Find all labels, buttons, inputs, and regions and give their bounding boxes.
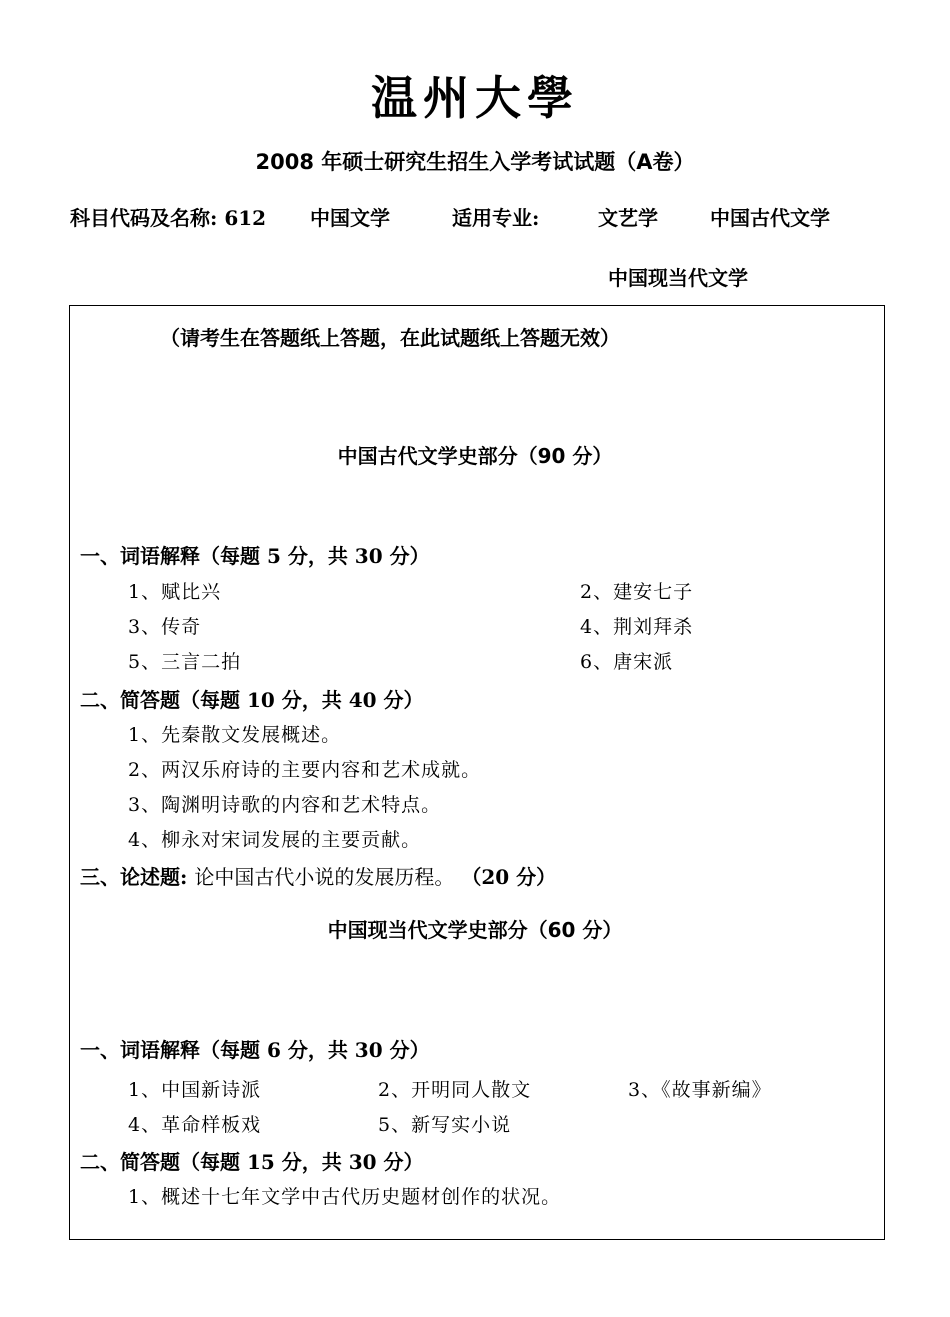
part2-q1-item: 5、新写实小说 (378, 1114, 512, 1136)
part2-q1-item: 2、开明同人散文 (378, 1079, 532, 1101)
part1-title: 中国古代文学史部分（90 分） (337, 444, 613, 468)
part1-q1-item: 5、三言二拍 (128, 651, 242, 673)
part2-q1-title: 一、词语解释（每题 6 分，共 30 分） (80, 1038, 430, 1062)
part1-q1-item: 3、传奇 (128, 616, 202, 638)
part1-q1-title: 一、词语解释（每题 5 分，共 30 分） (80, 544, 430, 568)
part2-q1-item: 3、《故事新编》 (628, 1079, 772, 1101)
part1-q3-label: 三、论述题: (80, 865, 188, 889)
major-modern-literature: 中国现当代文学 (608, 266, 748, 290)
part2-q2-title: 二、简答题（每题 15 分，共 30 分） (80, 1150, 424, 1174)
part1-q1-item: 6、唐宋派 (580, 651, 674, 673)
part1-q2-item: 3、陶渊明诗歌的内容和艺术特点。 (128, 794, 442, 816)
part1-q2-title: 二、简答题（每题 10 分，共 40 分） (80, 688, 424, 712)
major-label: 适用专业: (452, 206, 540, 230)
university-logo-text: 温州大學 (371, 71, 579, 125)
part1-q2-item: 1、先秦散文发展概述。 (128, 724, 342, 746)
part2-q1-item: 4、革命样板戏 (128, 1114, 262, 1136)
subject-name: 中国文学 (310, 206, 390, 230)
part1-q1-item: 2、建安七子 (580, 581, 694, 603)
part2-q2-item: 1、概述十七年文学中古代历史题材创作的状况。 (128, 1186, 562, 1208)
part2-title: 中国现当代文学史部分（60 分） (327, 918, 623, 942)
subject-code-label: 科目代码及名称: 612 (70, 206, 267, 230)
major-literary-theory: 文艺学 (598, 206, 658, 230)
part1-q3-score: （20 分） (461, 865, 557, 889)
part1-q1-item: 1、赋比兴 (128, 581, 222, 603)
exam-title: 2008 年硕士研究生招生入学考试试题（A卷） (255, 150, 695, 174)
part1-q2-item: 2、两汉乐府诗的主要内容和艺术成就。 (128, 759, 482, 781)
answer-notice: （请考生在答题纸上答题，在此试题纸上答题无效） (160, 326, 620, 350)
part1-q3-text: 论中国古代小说的发展历程。 (194, 865, 455, 889)
part1-q3 (80, 861, 556, 890)
major-ancient-literature: 中国古代文学 (710, 206, 830, 230)
part1-q1-item: 4、荆刘拜杀 (580, 616, 694, 638)
part2-q1-item: 1、中国新诗派 (128, 1079, 262, 1101)
part1-q2-item: 4、柳永对宋词发展的主要贡献。 (128, 829, 422, 851)
